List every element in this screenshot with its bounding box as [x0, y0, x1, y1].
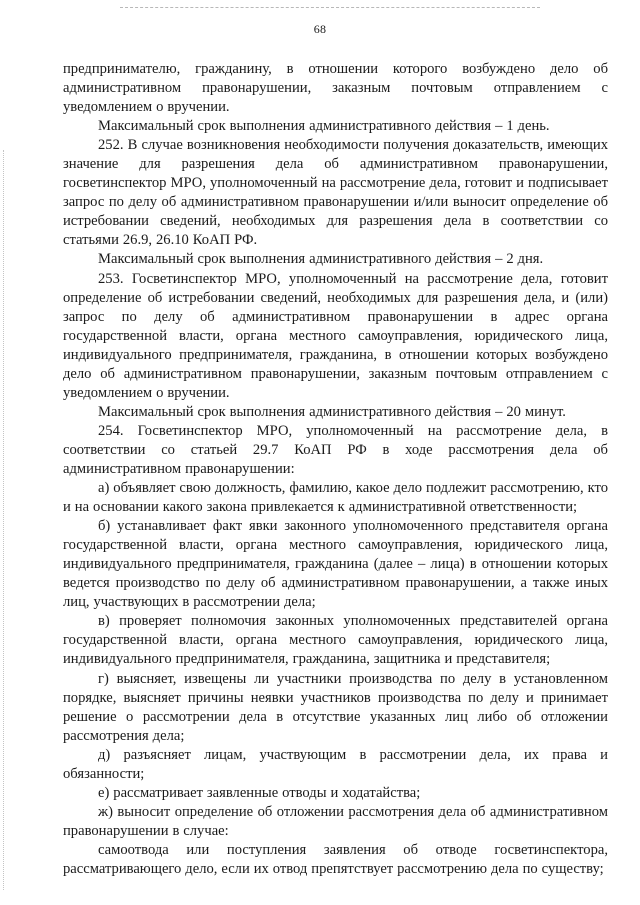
- paragraph-max-term-2-days: Максимальный срок выполнения административного действия – 2 дня.: [98, 251, 544, 268]
- paragraph-item-g: г) выясняет, извещены ли участники производства по делу в установленном порядке, выясняет причины неявки участников производства по делу и принимает решение о рассмотрении дела в отсутствие указанных лиц либо об отложении рассмотрения дела;: [63, 670, 608, 744]
- paragraph-254: 254. Госветинспектор МРО, уполномоченный на рассмотрение дела, в соответствии со статьей 29.7 КоАП РФ в ходе рассмотрения дела об административном правонарушении:: [63, 422, 608, 477]
- paragraph-item-b: б) устанавливает факт явки законного уполномоченного представителя органа государственной власти, органа местного самоуправления, юридического лица, индивидуального предпринимателя, гражданина (далее – лица) в отношении которых ведется производство по делу об административном правонарушении, а также иных лиц, участвующих в рассмотрении дела;: [63, 518, 608, 611]
- paragraph-item-zh: ж) выносит определение об отложении рассмотрения дела об административном правонарушении в случае:: [63, 803, 608, 839]
- paragraph-max-term-20-minutes: Максимальный срок выполнения административного действия – 20 минут.: [98, 403, 566, 420]
- paragraph-continuation: предпринимателю, гражданину, в отношении которого возбуждено дело об административном правонарушении, заказным почтовым отправлением с уведомлением о вручении.: [63, 61, 608, 116]
- page-number: 68: [313, 22, 327, 36]
- paragraph-item-v: в) проверяет полномочия законных уполномоченных представителей органа государственной власти, органа местного самоуправления, юридического лица, индивидуального предпринимателя, гражданина, защитника и представителя;: [63, 613, 608, 668]
- scan-artifact-top: [120, 7, 540, 8]
- paragraph-item-d: д) разъясняет лицам, участвующим в рассмотрении дела, их права и обязанности;: [63, 746, 608, 782]
- paragraph-item-e: е) рассматривает заявленные отводы и ходатайства;: [98, 784, 421, 801]
- paragraph-item-a: а) объявляет свою должность, фамилию, какое дело подлежит рассмотрению, кто и на основании какого закона привлекается к административной ответственности;: [63, 480, 608, 516]
- document-body: [63, 60, 608, 879]
- paragraph-max-term-1-day: Максимальный срок выполнения административного действия – 1 день.: [98, 118, 550, 135]
- paragraph-self-recusal: самоотвода или поступления заявления об отводе госветинспектора, рассматривающего дело, если их отвод препятствует рассмотрению дела по существу;: [63, 841, 608, 877]
- paragraph-252: 252. В случае возникновения необходимости получения доказательств, имеющих значение для разрешения дела об административном правонарушении, госветинспектор МРО, уполномоченный на рассмотрение дела, готовит и подписывает запрос по делу об административном правонарушении и/или выносит определение об истребовании сведений, необходимых для разрешения дела в соответствии со статьями 26.9, 26.10 КоАП РФ.: [63, 137, 608, 249]
- scan-artifact-left: [3, 150, 4, 890]
- paragraph-253: 253. Госветинспектор МРО, уполномоченный на рассмотрение дела, готовит определение об истребовании сведений, необходимых для разрешения дела, и (или) запрос по делу об административном правонарушении в адрес органа государственной власти, органа местного самоуправления, юридического лица, индивидуального предпринимателя, гражданина, в отношении которых возбуждено дело об административном правонарушении, заказным почтовым отправлением с уведомлением о вручении.: [63, 270, 608, 401]
